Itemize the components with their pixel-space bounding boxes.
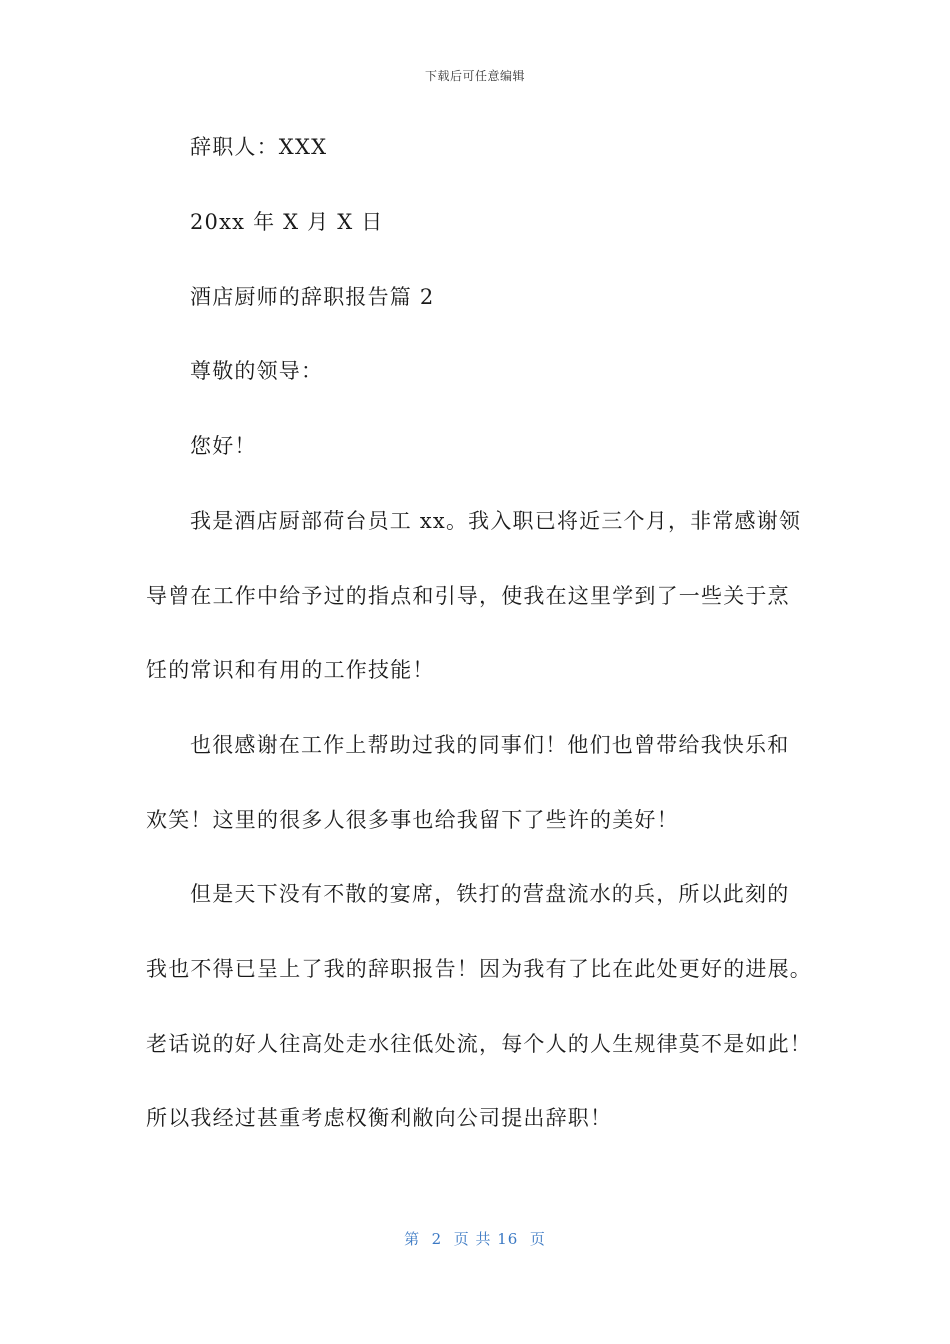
salutation: 尊敬的领导： — [190, 359, 324, 383]
paragraph-line: 老话说的好人往高处走水往低处流，每个人的人生规律莫不是如此！ — [146, 1032, 812, 1056]
paragraph-line: 我也不得已呈上了我的辞职报告！因为我有了比在此处更好的进展。 — [146, 957, 812, 981]
date-line: 20xx 年 X 月 X 日 — [190, 210, 384, 234]
signature-line: 辞职人：XXX — [190, 135, 328, 159]
section-title: 酒店厨师的辞职报告篇 2 — [190, 285, 435, 309]
paragraph-line: 我是酒店厨部荷台员工 xx。我入职已将近三个月，非常感谢领 — [190, 509, 802, 533]
header-note: 下载后可任意编辑 — [424, 69, 525, 83]
paragraph-line: 导曾在工作中给予过的指点和引导，使我在这里学到了一些关于烹 — [146, 584, 790, 608]
page-number-footer: 第 2 页 共 16 页 — [404, 1230, 546, 1248]
greeting: 您好！ — [190, 434, 257, 458]
paragraph-line: 所以我经过甚重考虑权衡利敝向公司提出辞职！ — [146, 1106, 613, 1130]
paragraph-line: 也很感谢在工作上帮助过我的同事们！他们也曾带给我快乐和 — [190, 733, 790, 757]
paragraph-line: 欢笑！这里的很多人很多事也给我留下了些许的美好！ — [146, 808, 679, 832]
paragraph-line: 但是天下没有不散的宴席，铁打的营盘流水的兵，所以此刻的 — [190, 882, 790, 906]
paragraph-line: 饪的常识和有用的工作技能！ — [146, 658, 435, 682]
